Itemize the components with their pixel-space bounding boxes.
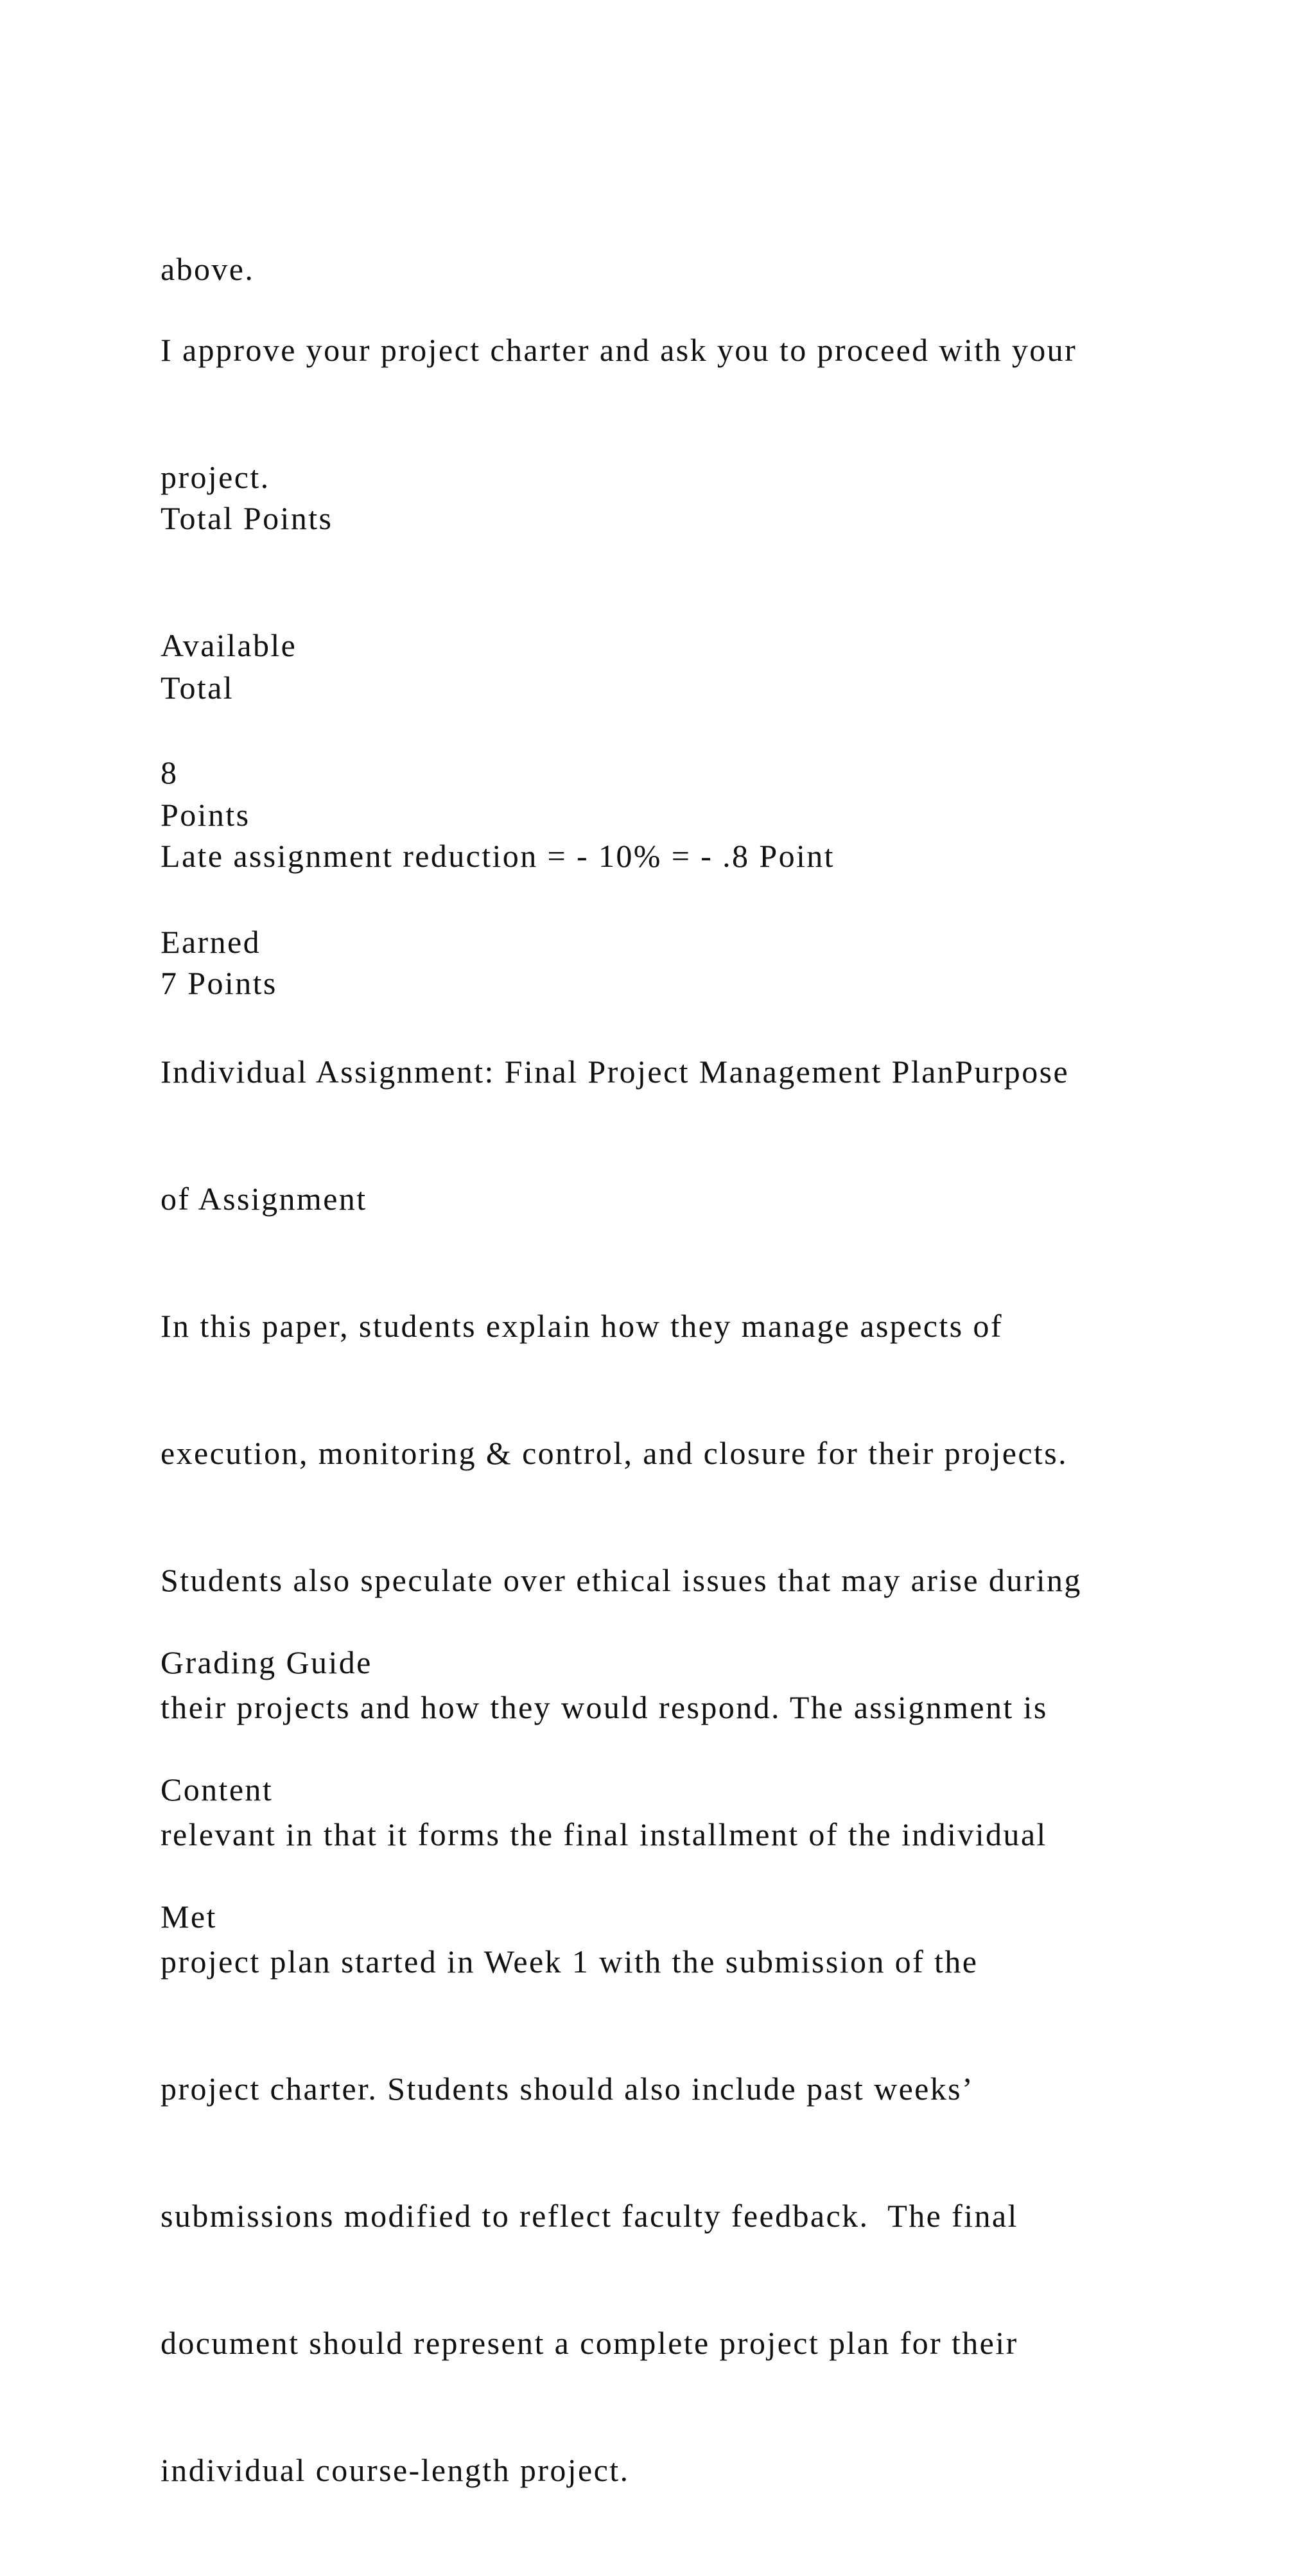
text-line: of Assignment: [161, 1181, 367, 1217]
text-line: project charter. Students should also include past weeks’: [161, 2071, 975, 2107]
points-earned-value: 7 Points: [161, 965, 277, 1001]
text-line: In this paper, students explain how they manage aspects of: [161, 1308, 1003, 1344]
text-line: individual course-length project.: [161, 2452, 630, 2488]
text-line: project.: [161, 459, 270, 495]
text-line: Available: [161, 627, 297, 663]
text-line: Individual Assignment: Final Project Management PlanPurpose: [161, 1054, 1070, 1090]
text-line: submissions modified to reflect faculty feedback. The final: [161, 2198, 1018, 2234]
text-line: Total Points: [161, 500, 333, 536]
grading-guide-block: [161, 1556, 1220, 2023]
text-line: relevant in that it forms the final installment of the individual: [161, 1816, 1047, 1852]
text-line: above.: [161, 251, 255, 287]
text-line: I approve your project charter and ask you to proceed with your: [161, 332, 1077, 368]
text-line: Late assignment reduction = - 10% = - .8 Point: [161, 838, 835, 874]
grading-guide-heading: Grading Guide: [161, 1644, 372, 1680]
text-line: execution, monitoring & control, and closure for their projects.: [161, 1435, 1068, 1471]
text-line: Total: [161, 670, 234, 706]
text-line: Earned: [161, 924, 261, 960]
text-line: document should represent a complete project plan for their: [161, 2325, 1018, 2361]
text-line: Content: [161, 1771, 274, 1807]
text-line: their projects and how they would respond. The assignment is: [161, 1689, 1048, 1725]
text-line: Met: [161, 1899, 217, 1935]
text-line: Students also speculate over ethical issues that may arise during: [161, 1562, 1082, 1598]
points-available-value: 8: [161, 754, 179, 790]
text-line: project plan started in Week 1 with the submission of the: [161, 1944, 979, 1980]
text-line: Points: [161, 797, 250, 833]
